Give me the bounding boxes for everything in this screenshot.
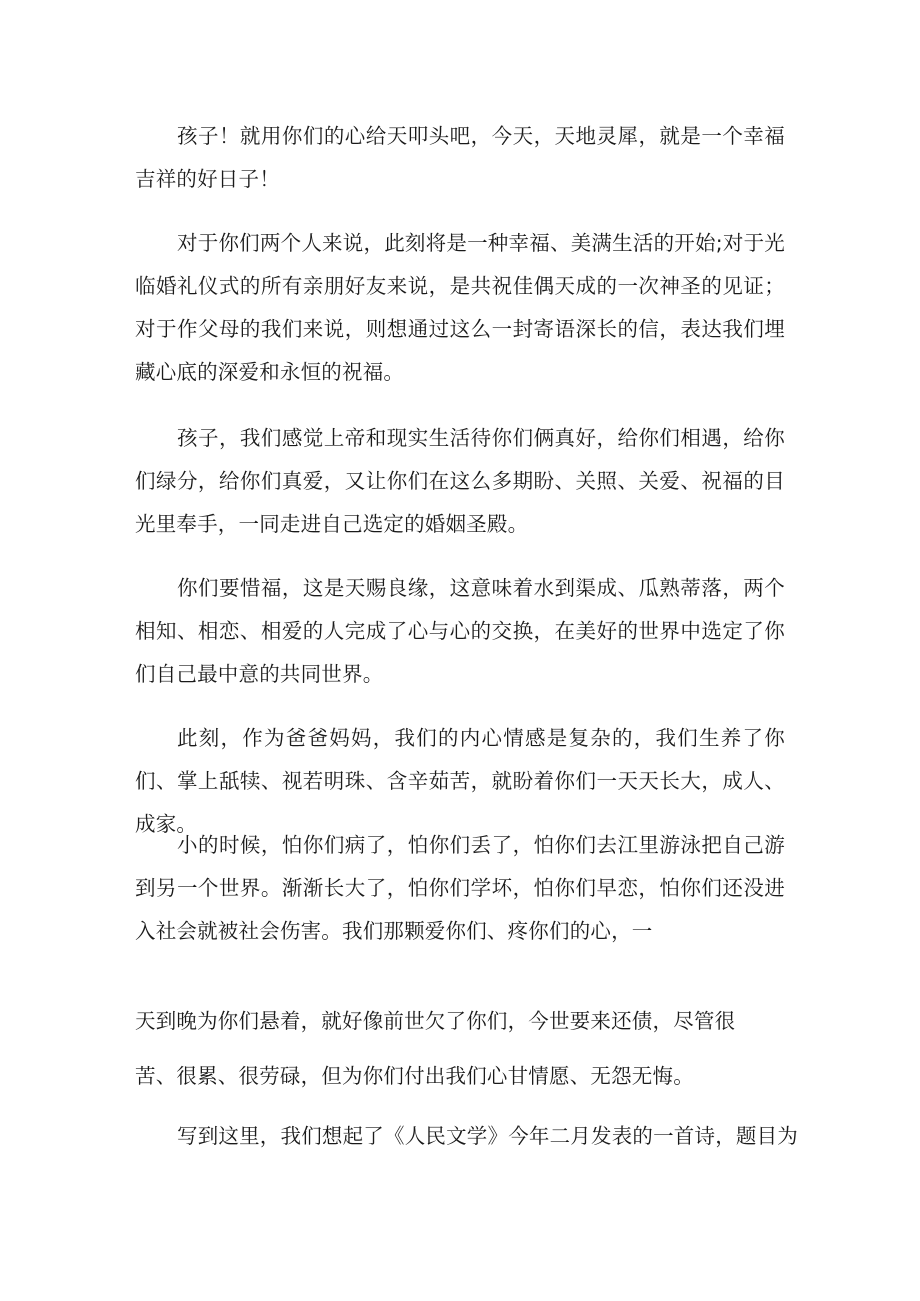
paragraph-6-line-5: 苦、很累、很劳碌，但为你们付出我们心甘情愿、无怨无悔。	[135, 1064, 694, 1088]
paragraph-2: 对于你们两个人来说，此刻将是一种幸福、美满生活的开始;对于光临婚礼仪式的所有亲朋好友来说，是共祝佳偶天成的一次神圣的见证；对于作父母的我们来说，则想通过这么一封寄语深长的信，表达我们埋藏心底的深爱和永恒的祝福。	[135, 231, 785, 384]
paragraph-6-line-4: 天到晚为你们悬着，就好像前世欠了你们，今世要来还债，尽管很	[135, 1009, 736, 1033]
paragraph-4: 你们要惜福，这是天赐良缘，这意味着水到渠成、瓜熟蒂落，两个相知、相恋、相爱的人完成了心与心的交换，在美好的世界中选定了你们自己最中意的共同世界。	[135, 576, 785, 686]
paragraph-6: 小的时候，怕你们病了，怕你们丢了，怕你们去江里游泳把自己游到另一个世界。渐渐长大了，怕你们学坏，怕你们早恋，怕你们还没进入社会就被社会伤害。我们那颗爱你们、疼你们的心，一	[135, 833, 785, 943]
paragraph-5: 此刻，作为爸爸妈妈，我们的内心情感是复杂的，我们生养了你们、掌上舐犊、视若明珠、含辛茹苦，就盼着你们一天天长大，成人、成家。	[135, 726, 785, 836]
paragraph-3: 孩子，我们感觉上帝和现实生活待你们俩真好，给你们相遇，给你们绿分，给你们真爱，又让你们在这么多期盼、关照、关爱、祝福的目光里奉手，一同走进自己选定的婚姻圣殿。	[135, 426, 785, 536]
paragraph-7: 写到这里，我们想起了《人民文学》今年二月发表的一首诗，题目为	[177, 1124, 798, 1148]
paragraph-1: 孩子！就用你们的心给天叩头吧，今天，天地灵犀，就是一个幸福吉祥的好日子！	[135, 124, 785, 191]
